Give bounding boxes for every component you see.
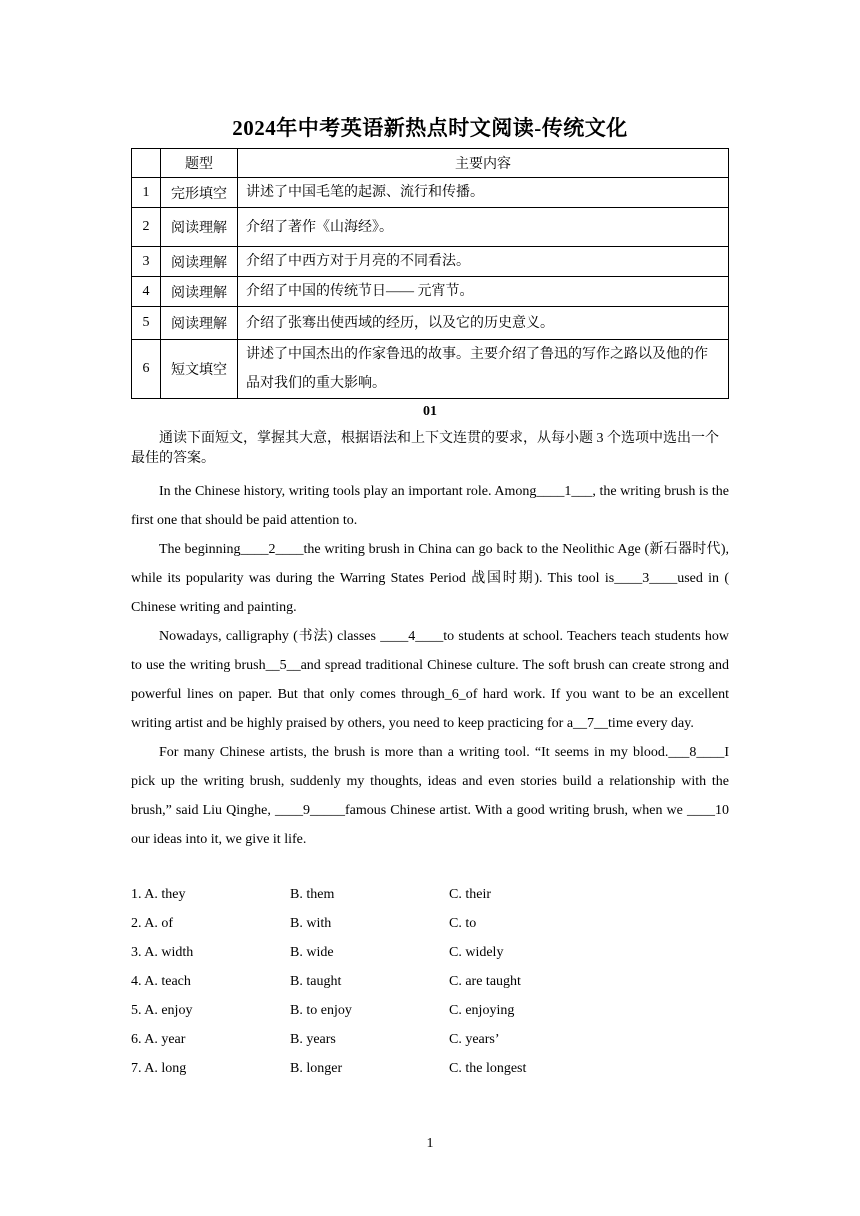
- instructions-text: 通读下面短文，掌握其大意，根据语法和上下文连贯的要求，从每小题 3 个选项中选出一个最佳的答案。: [131, 431, 719, 466]
- option-b: B. with: [290, 916, 332, 931]
- row-content: 介绍了中国的传统节日—— 元宵节。: [238, 277, 729, 307]
- cloze-passage: [131, 477, 729, 854]
- option-row: [131, 938, 729, 967]
- section-number: 01: [423, 404, 437, 419]
- row-num: 6: [132, 340, 161, 399]
- option-c: C. their: [449, 887, 491, 902]
- option-c: C. widely: [449, 945, 504, 960]
- passage-paragraph: In the Chinese history, writing tools play an important role. Among____1___, the writing brush is the first one that should be paid attention to.: [131, 484, 729, 528]
- option-c: C. the longest: [449, 1061, 527, 1076]
- option-c: C. are taught: [449, 974, 521, 989]
- option-row: [131, 1025, 729, 1054]
- page-title: 2024年中考英语新热点时文阅读-传统文化: [232, 116, 628, 140]
- table-header-row: [132, 149, 729, 178]
- table-row: [132, 208, 729, 247]
- option-row: [131, 880, 729, 909]
- option-a: 3. A. width: [131, 945, 194, 960]
- passage-paragraph: For many Chinese artists, the brush is more than a writing tool. “It seems in my blood.___8____I pick up the writing brush, suddenly my thoughts, ideas and even stories build a relationship with the brush,” said Liu Qinghe, ____9_____famous Chinese artist. With a good writing brush, when we ____10 our ideas into it, we give it life.: [131, 745, 729, 847]
- row-type: 阅读理解: [161, 208, 238, 247]
- option-c: C. enjoying: [449, 1003, 515, 1018]
- table-header-num: [132, 149, 161, 178]
- option-row: [131, 1054, 729, 1083]
- option-row: [131, 909, 729, 938]
- option-a: 2. A. of: [131, 916, 173, 931]
- option-a: 4. A. teach: [131, 974, 191, 989]
- row-num: 1: [132, 178, 161, 208]
- option-a: 5. A. enjoy: [131, 1003, 193, 1018]
- passage-paragraph: Nowadays, calligraphy (书法) classes ____4____to students at school. Teachers teach students how to use the writing brush__5__and spread traditional Chinese culture. The soft brush can create strong and powerful lines on paper. But that only comes through_6_of hard work. If you want to be an excellent writing artist and be highly praised by others, you need to keep practicing for a__7__time every day.: [131, 629, 729, 731]
- row-type: 短文填空: [161, 340, 238, 399]
- row-content: 介绍了中西方对于月亮的不同看法。: [238, 247, 729, 277]
- row-content: 介绍了著作《山海经》。: [238, 208, 729, 247]
- row-content: 讲述了中国毛笔的起源、流行和传播。: [238, 178, 729, 208]
- row-content: 介绍了张骞出使西域的经历，以及它的历史意义。: [238, 307, 729, 340]
- option-row: [131, 996, 729, 1025]
- option-row: [131, 967, 729, 996]
- table-header-content: 主要内容: [238, 149, 729, 178]
- row-num: 4: [132, 277, 161, 307]
- row-type: 阅读理解: [161, 247, 238, 277]
- row-type: 阅读理解: [161, 307, 238, 340]
- table-header-type: 题型: [161, 149, 238, 178]
- option-b: B. longer: [290, 1061, 343, 1076]
- passage-paragraph: The beginning____2____the writing brush in China can go back to the Neolithic Age (新石器时代), while its popularity was during the Warring States Period 战国时期). This tool is____3____used in ( Chinese writing and painting.: [131, 542, 729, 615]
- overview-table: [131, 148, 729, 399]
- option-a: 6. A. year: [131, 1032, 186, 1047]
- row-num: 2: [132, 208, 161, 247]
- table-row: [132, 307, 729, 340]
- row-num: 3: [132, 247, 161, 277]
- option-b: B. years: [290, 1032, 336, 1047]
- option-c: C. years’: [449, 1032, 500, 1047]
- table-row: [132, 178, 729, 208]
- answer-options: [131, 880, 729, 1083]
- option-b: B. wide: [290, 945, 334, 960]
- option-a: 1. A. they: [131, 887, 186, 902]
- table-row: [132, 247, 729, 277]
- option-b: B. them: [290, 887, 335, 902]
- row-content: 讲述了中国杰出的作家鲁迅的故事。主要介绍了鲁迅的写作之路以及他的作品对我们的重大影响。: [238, 340, 729, 399]
- option-a: 7. A. long: [131, 1061, 187, 1076]
- row-type: 完形填空: [161, 178, 238, 208]
- option-b: B. taught: [290, 974, 342, 989]
- row-type: 阅读理解: [161, 277, 238, 307]
- table-row: [132, 340, 729, 399]
- page-number: 1: [426, 1136, 434, 1151]
- option-c: C. to: [449, 916, 477, 931]
- row-num: 5: [132, 307, 161, 340]
- option-b: B. to enjoy: [290, 1003, 352, 1018]
- table-row: [132, 277, 729, 307]
